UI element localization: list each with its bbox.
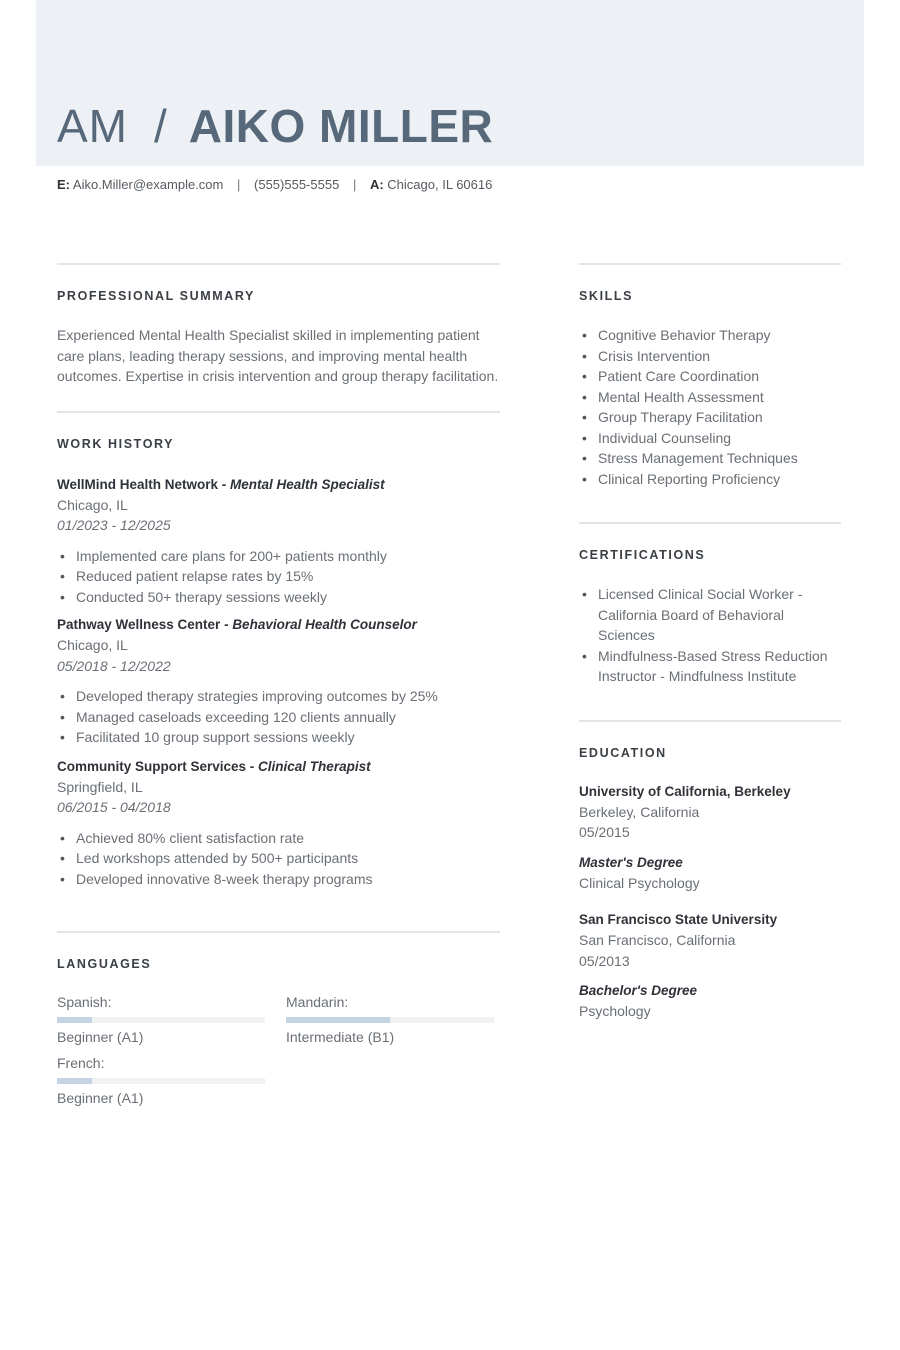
skill-item: • Stress Management Techniques [579, 448, 841, 469]
education-school: University of California, Berkeley [579, 783, 791, 799]
education-degree: Master's Degree [579, 854, 683, 870]
job-role: Mental Health Specialist [230, 476, 385, 492]
job-dash: - [220, 617, 233, 632]
language-name: Spanish: [57, 994, 112, 1010]
languages-grid [57, 993, 500, 1113]
education-school: San Francisco State University [579, 912, 778, 927]
contact-separator: | [237, 177, 241, 192]
language-level: Beginner (A1) [57, 1090, 144, 1106]
section-divider [579, 263, 841, 265]
job-location: Springfield, IL [57, 778, 143, 795]
section-divider [579, 522, 841, 524]
section-divider [57, 931, 500, 933]
job-bullet: • Reduced patient relapse rates by 15% [57, 566, 500, 587]
job-heading [57, 475, 500, 495]
language-bar [57, 1017, 265, 1023]
education-location: Berkeley, California [579, 803, 700, 820]
contact-separator: | [352, 177, 357, 192]
summary-section [57, 263, 500, 387]
education-entry [579, 782, 841, 894]
languages-section [57, 931, 500, 1113]
job-dates: 05/2018 - 12/2022 [57, 657, 171, 674]
job-company: Community Support Services [57, 758, 247, 774]
job-role: Behavioral Health Counselor [232, 617, 417, 632]
certifications-section [579, 522, 841, 687]
language-item [57, 993, 265, 1046]
certification-item: • Licensed Clinical Social Worker - California Board of Behavioral Sciences [579, 584, 841, 646]
language-item [286, 993, 494, 1046]
job-company: WellMind Health Network [57, 476, 219, 492]
address: Chicago, IL 60616 [387, 177, 493, 192]
skill-item: • Patient Care Coordination [579, 366, 841, 387]
certification-item: • Mindfulness-Based Stress Reduction Instructor - Mindfulness Institute [579, 646, 841, 687]
job-bullet: • Implemented care plans for 200+ patients monthly [57, 546, 500, 567]
skill-item: • Individual Counseling [579, 428, 841, 449]
skills-list [579, 325, 841, 489]
job-bullet: • Developed therapy strategies improving outcomes by 25% [57, 686, 500, 707]
job-entry [57, 615, 500, 748]
languages-title: LANGUAGES [57, 957, 152, 971]
language-bar [57, 1078, 265, 1084]
education-location: San Francisco, California [579, 932, 736, 948]
language-bar-fill [57, 1078, 92, 1084]
language-name: Mandarin: [286, 994, 349, 1010]
job-bullets [57, 686, 500, 748]
name-separator: / [154, 100, 167, 152]
job-heading [57, 615, 500, 635]
language-bar-fill [286, 1017, 390, 1023]
language-name: French: [57, 1055, 105, 1071]
job-bullet: • Led workshops attended by 500+ participants [57, 848, 500, 869]
skills-title: SKILLS [579, 289, 634, 303]
job-company: Pathway Wellness Center [57, 617, 221, 632]
job-dates: 01/2023 - 12/2025 [57, 517, 171, 533]
education-entry [579, 910, 841, 1022]
section-divider [579, 720, 841, 722]
education-field: Psychology [579, 1003, 651, 1019]
phone: (555)555-5555 [254, 177, 340, 192]
education-title: EDUCATION [579, 745, 667, 760]
language-level: Intermediate (B1) [286, 1029, 395, 1045]
job-dates: 06/2015 - 04/2018 [57, 799, 171, 815]
name-line [57, 96, 493, 156]
skill-item: • Cognitive Behavior Therapy [579, 325, 841, 346]
language-level: Beginner (A1) [57, 1029, 144, 1045]
language-bar-fill [57, 1017, 92, 1023]
job-bullets [57, 546, 500, 608]
job-bullet: • Managed caseloads exceeding 120 clients annually [57, 707, 500, 728]
job-bullets [57, 828, 500, 890]
job-bullet: • Achieved 80% client satisfaction rate [57, 828, 500, 849]
job-entry [57, 475, 500, 608]
left-column [57, 263, 500, 1113]
certifications-list [579, 584, 841, 687]
section-divider [57, 263, 500, 265]
job-bullet: • Facilitated 10 group support sessions weekly [57, 727, 500, 748]
summary-title: PROFESSIONAL SUMMARY [57, 289, 255, 303]
full-name: AIKO MILLER [188, 100, 494, 152]
skill-item: • Group Therapy Facilitation [579, 407, 841, 428]
job-entry [57, 757, 500, 890]
job-location: Chicago, IL [57, 496, 128, 513]
right-column [579, 263, 841, 1022]
skills-section [579, 263, 841, 489]
education-section [579, 720, 841, 1022]
job-dash: - [218, 476, 231, 492]
education-date: 05/2013 [579, 952, 630, 969]
education-field: Clinical Psychology [579, 874, 700, 891]
language-item [57, 1054, 265, 1107]
certifications-title: CERTIFICATIONS [579, 548, 706, 562]
job-dash: - [246, 758, 259, 774]
address-label: A: [369, 177, 384, 192]
work-history-section [57, 411, 500, 890]
skill-item: • Mental Health Assessment [579, 387, 841, 408]
job-heading [57, 757, 500, 777]
summary-text: Experienced Mental Health Specialist skilled in implementing patient care plans, leading therapy sessions, and improving mental health outcomes. Expertise in crisis intervention and group therapy facilitation. [57, 327, 499, 384]
job-bullet: • Developed innovative 8-week therapy programs [57, 869, 500, 890]
initials: AM [57, 100, 128, 152]
education-degree: Bachelor's Degree [579, 983, 698, 998]
work-history-title: WORK HISTORY [57, 436, 175, 451]
job-role: Clinical Therapist [258, 758, 371, 774]
language-bar [286, 1017, 494, 1023]
skill-item: • Clinical Reporting Proficiency [579, 469, 841, 490]
job-location: Chicago, IL [57, 637, 128, 653]
section-divider [57, 411, 500, 413]
contact-line [57, 177, 492, 192]
job-bullet: • Conducted 50+ therapy sessions weekly [57, 587, 500, 608]
email: Aiko.Miller@example.com [72, 177, 224, 192]
education-date: 05/2015 [579, 824, 630, 840]
email-label: E: [57, 177, 70, 192]
skill-item: • Crisis Intervention [579, 346, 841, 367]
